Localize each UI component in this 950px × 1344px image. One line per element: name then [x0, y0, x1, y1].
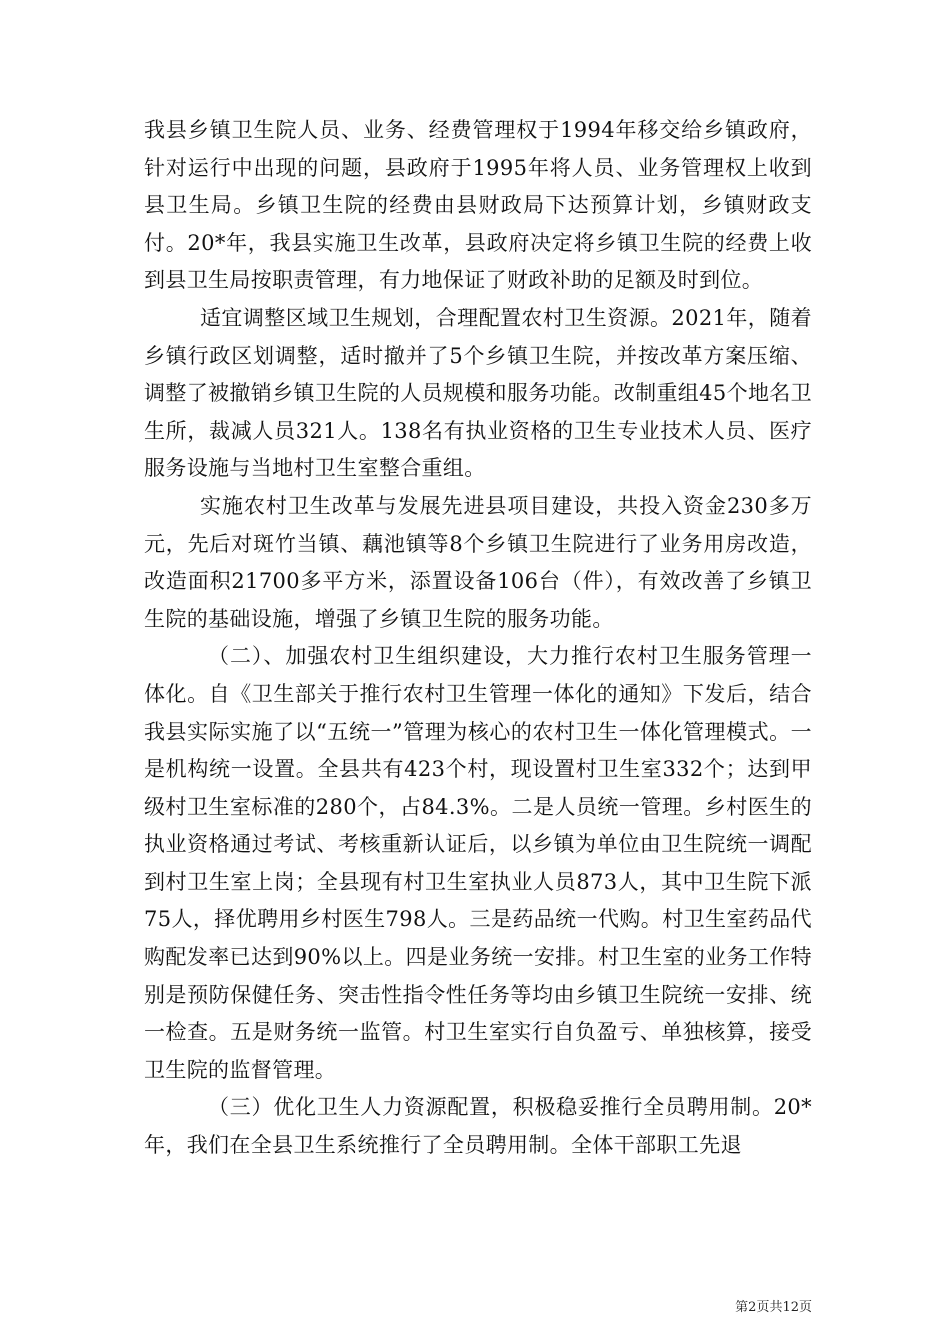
paragraph-project-construction: 实施农村卫生改革与发展先进县项目建设，共投入资金230多万元，先后对斑竹当镇、藕池镇等8个乡镇卫生院进行了业务用房改造，改造面积21700多平方米，添置设备106台（件），有效改善了乡镇卫生院的基础设施，增强了乡镇卫生院的服务功能。: [144, 493, 812, 631]
paragraph-section-two-integration: （二）、加强农村卫生组织建设，大力推行农村卫生服务管理一体化。自《卫生部关于推行农村卫生管理一体化的通知》下发后，结合我县实际实施了以“五统一”管理为核心的农村卫生一体化管理模式。一是机构统一设置。全县共有423个村，现设置村卫生室332个；达到甲级村卫生室标准的280个，占84.3%。二是人员统一管理。乡村医生的执业资格通过考试、考核重新认证后，以乡镇为单位由卫生院统一调配到村卫生室上岗；全县现有村卫生室执业人员873人，其中卫生院下派75人，择优聘用乡村医生798人。三是药品统一代购。村卫生室药品代购配发率已达到90%以上。四是业务统一安排。村卫生室的业务工作特别是预防保健任务、突击性指令性任务等均由乡镇卫生院统一安排、统一检查。五是财务统一监管。村卫生室实行自负盈亏、单独核算，接受卫生院的监督管理。: [144, 644, 812, 1082]
paragraph-fiscal-management: 我县乡镇卫生院人员、业务、经费管理权于1994年移交给乡镇政府，针对运行中出现的问题，县政府于1995年将人员、业务管理权上收到县卫生局。乡镇卫生院的经费由县财政局下达预算计划，乡镇财政支付。20*年，我县实施卫生改革，县政府决定将乡镇卫生院的经费上收到县卫生局按职责管理，有力地保证了财政补助的足额及时到位。: [144, 118, 812, 293]
document-body: [144, 112, 812, 1165]
paragraph-section-three-hiring: （三）优化卫生人力资源配置，积极稳妥推行全员聘用制。20*年，我们在全县卫生系统推行了全员聘用制。全体干部职工先退: [144, 1095, 812, 1158]
paragraph-regional-planning: 适宜调整区域卫生规划，合理配置农村卫生资源。2021年，随着乡镇行政区划调整，适时撤并了5个乡镇卫生院，并按改革方案压缩、调整了被撤销乡镇卫生院的人员规模和服务功能。改制重组45个地名卫生所，裁减人员321人。138名有执业资格的卫生专业技术人员、医疗服务设施与当地村卫生室整合重组。: [144, 305, 812, 481]
page-number-footer: 第2页共12页: [735, 1300, 812, 1315]
